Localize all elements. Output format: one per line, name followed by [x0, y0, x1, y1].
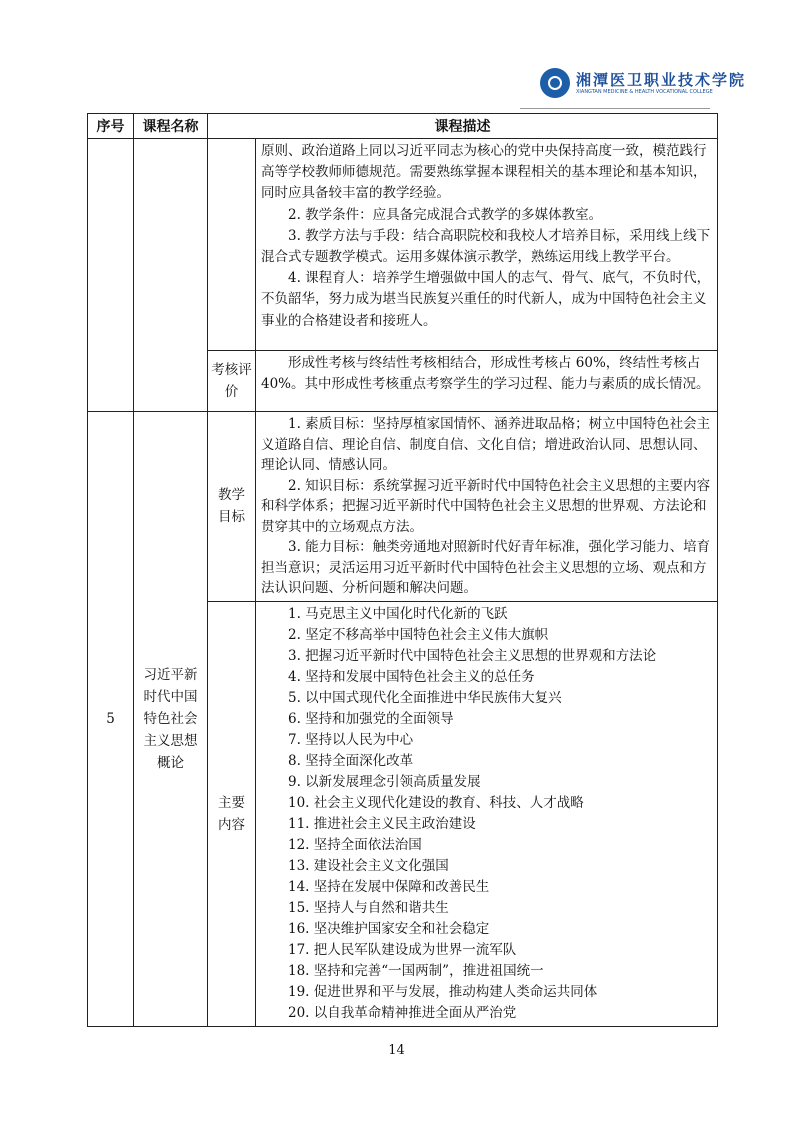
content-item: 12. 坚持全面依法治国 — [288, 836, 422, 853]
content-item: 1. 马克思主义中国化时代化新的飞跃 — [288, 605, 508, 622]
course-name: 习近平新时代中国特色社会主义思想概论 — [134, 412, 208, 1027]
content-item: 4. 坚持和发展中国特色社会主义的总任务 — [288, 668, 535, 685]
objectives-label: 教学目标 — [208, 412, 256, 602]
content-item: 7. 坚持以人民为中心 — [288, 731, 414, 748]
column-header-index: 序号 — [88, 114, 134, 139]
requirements-paragraph: 2. 教学条件：应具备完成混合式教学的多媒体教室。 — [288, 206, 603, 223]
content-item: 5. 以中国式现代化全面推进中华民族伟大复兴 — [288, 689, 562, 706]
logo-english-name: XIANGTAN MEDICINE & HEALTH VOCATIONAL COLLEGE — [576, 88, 713, 95]
logo-chinese-name: 湘潭医卫职业技术学院 — [576, 70, 747, 89]
course-index: 5 — [88, 412, 134, 1027]
content-item: 14. 坚持在发展中保障和改善民生 — [288, 878, 490, 895]
content-item: 15. 坚持人与自然和谐共生 — [288, 899, 449, 916]
table-header-row — [88, 114, 718, 139]
content-cell — [256, 601, 718, 1026]
content-item: 19. 促进世界和平与发展，推动构建人类命运共同体 — [288, 983, 598, 1000]
content-label: 主要内容 — [208, 601, 256, 1026]
header-rule — [520, 108, 710, 109]
content-item: 18. 坚持和完善“一国两制”，推进祖国统一 — [288, 962, 544, 979]
requirements-paragraph: 原则、政治道路上同以习近平同志为核心的党中央保持高度一致，模范践行高等学校教师师德规范。需要熟练掌握本课程相关的基本理论和基本知识，同时应具备较丰富的教学经验。 — [261, 143, 707, 202]
content-item: 6. 坚持和加强党的全面领导 — [288, 710, 454, 727]
course-table — [87, 113, 718, 1027]
column-header-course-name: 课程名称 — [134, 114, 208, 139]
requirements-paragraph: 4. 课程育人：培养学生增强做中国人的志气、骨气、底气，不负时代，不负韶华，努力成为堪当民族复兴重任的时代新人，成为中国特色社会主义事业的合格建设者和接班人。 — [261, 270, 711, 329]
table-row — [88, 412, 718, 602]
index-cell-empty — [88, 139, 134, 412]
requirements-paragraph: 3. 教学方法与手段：结合高职院校和我校人才培养目标，采用线上线下混合式专题教学模式。运用多媒体演示教学，熟练运用线上教学平台。 — [261, 227, 711, 266]
college-logo — [540, 68, 746, 98]
assessment-cell — [256, 351, 718, 412]
content-item: 17. 把人民军队建设成为世界一流军队 — [288, 941, 517, 958]
content-item: 10. 社会主义现代化建设的教育、科技、人才战略 — [288, 794, 584, 811]
content-item: 20. 以自我革命精神推进全面从严治党 — [288, 1004, 517, 1021]
page-number: 14 — [388, 1043, 405, 1058]
objectives-cell — [256, 412, 718, 602]
objective-item: 3. 能力目标：触类旁通地对照新时代好青年标准，强化学习能力、培育担当意识；灵活运用习近平新时代中国特色社会主义思想的立场、观点和方法认识问题、分析问题和解决问题。 — [261, 539, 711, 596]
content-item: 11. 推进社会主义民主政治建设 — [288, 815, 476, 832]
assessment-text: 形成性考核与终结性考核相结合，形成性考核占 60%，终结性考核占 40%。其中形成性考核重点考察学生的学习过程、能力与素质的成长情况。 — [261, 355, 710, 393]
objective-item: 2. 知识目标：系统掌握习近平新时代中国特色社会主义思想的主要内容和科学体系；把握习近平新时代中国特色社会主义思想的世界观、方法论和贯穿其中的立场观点方法。 — [261, 477, 711, 535]
course-name-cell-empty — [134, 139, 208, 412]
content-item: 13. 建设社会主义文化强国 — [288, 857, 449, 874]
content-item: 2. 坚定不移高举中国特色社会主义伟大旗帜 — [288, 626, 549, 643]
college-seal-icon — [540, 68, 570, 98]
column-header-description: 课程描述 — [208, 114, 718, 139]
requirements-cell — [256, 139, 718, 351]
objective-item: 1. 素质目标：坚持厚植家国情怀、涵养进取品格；树立中国特色社会主义道路自信、理论自信、制度自信、文化自信；增进政治认同、思想认同、理论认同、情感认同。 — [261, 416, 711, 473]
content-item: 3. 把握习近平新时代中国特色社会主义思想的世界观和方法论 — [288, 647, 657, 664]
content-item: 16. 坚决维护国家安全和社会稳定 — [288, 920, 490, 937]
assessment-label: 考核评价 — [208, 351, 256, 412]
table-row — [88, 139, 718, 351]
content-item: 8. 坚持全面深化改革 — [288, 752, 414, 769]
label-cell-empty — [208, 139, 256, 351]
content-item: 9. 以新发展理念引领高质量发展 — [288, 773, 481, 790]
